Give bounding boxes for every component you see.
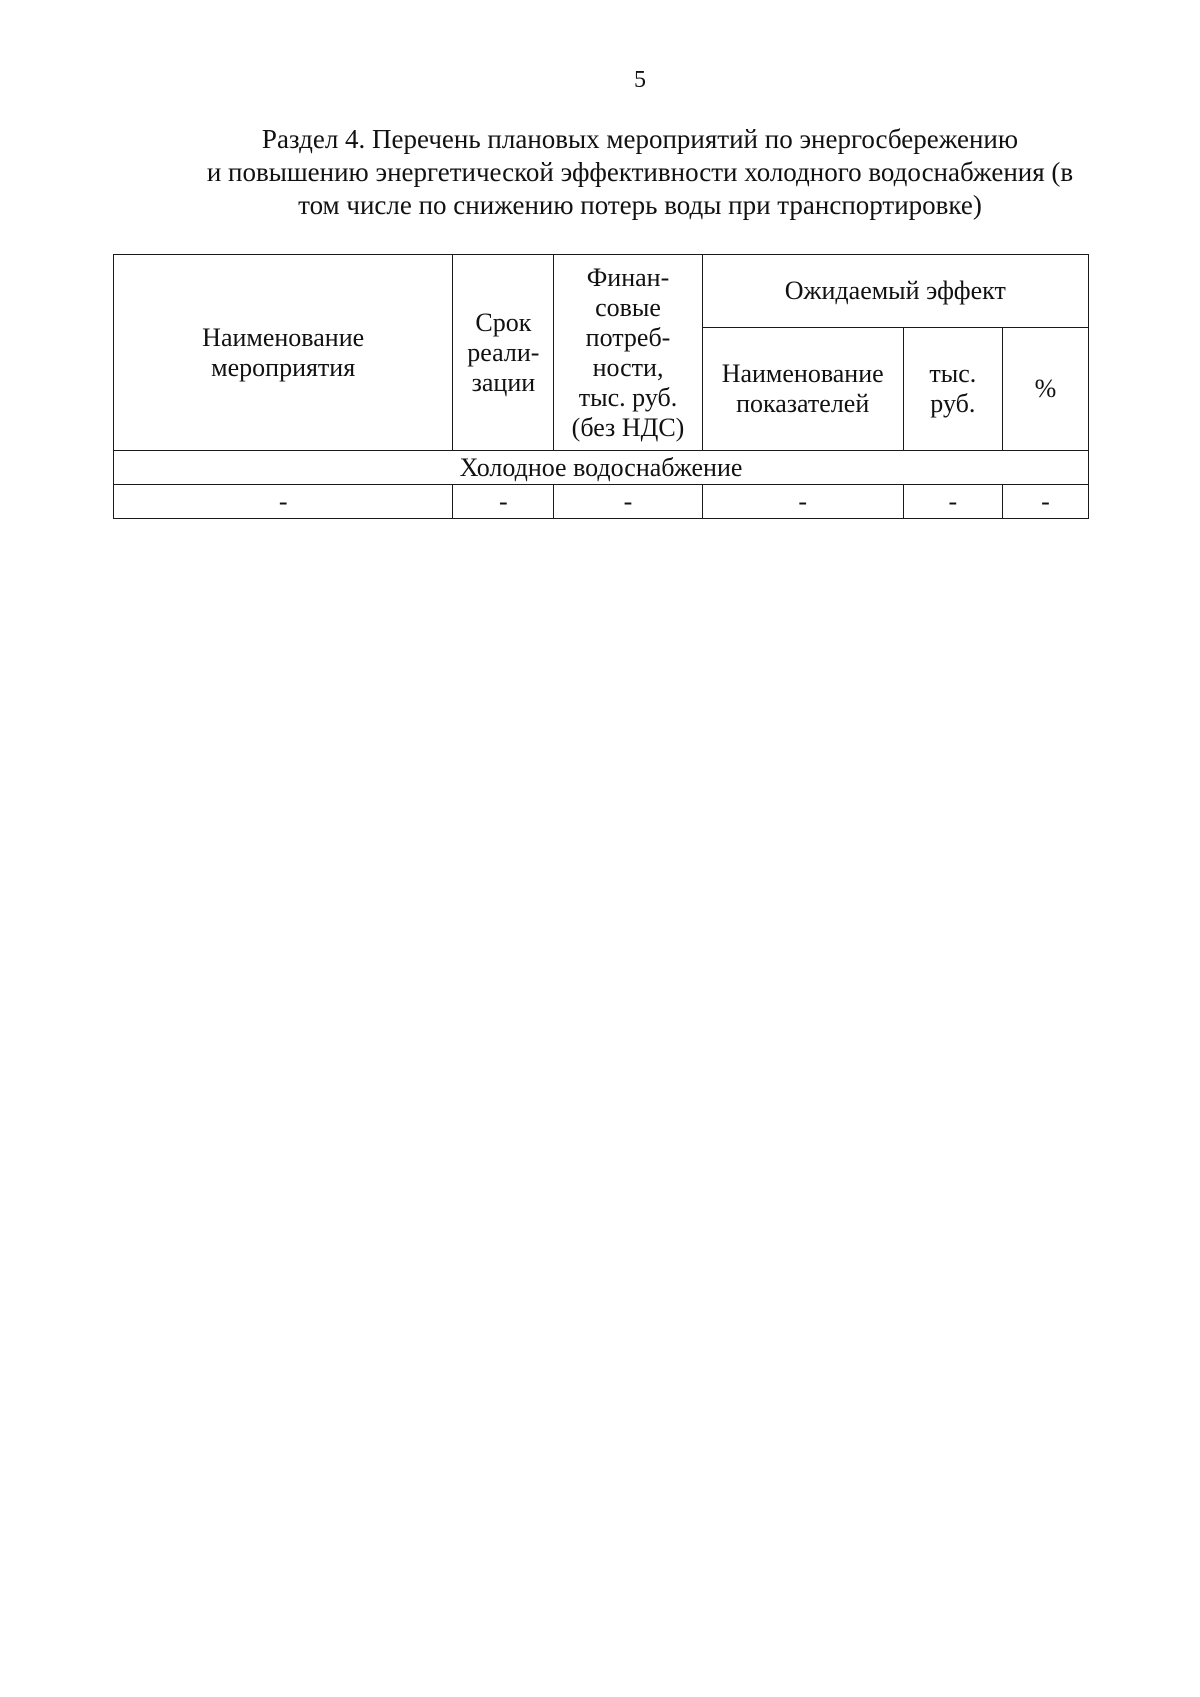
- page-number: 5: [634, 67, 646, 93]
- header-thousand-rub: тыс. руб.: [903, 328, 1002, 451]
- table-cell: -: [903, 485, 1002, 519]
- table-section-row: [114, 451, 1089, 485]
- section-label-cold-water: Холодное водоснабжение: [114, 451, 1089, 485]
- section-heading: [150, 123, 1130, 222]
- table-cell: -: [554, 485, 702, 519]
- header-term: Срок реали- зации: [453, 255, 554, 451]
- table-header-row: [114, 255, 1089, 328]
- measures-table: [113, 254, 1089, 519]
- table-row: [114, 485, 1089, 519]
- table-cell: -: [1002, 485, 1088, 519]
- heading-line: и повышению энергетической эффективности холодного водоснабжения (в: [206, 157, 1074, 187]
- table-cell: -: [114, 485, 453, 519]
- heading-line: Раздел 4. Перечень плановых мероприятий по энергосбережению: [261, 124, 1019, 154]
- header-indicator-names: Наименование показателей: [702, 328, 903, 451]
- heading-line: том числе по снижению потерь воды при транспортировке): [298, 190, 982, 220]
- header-measure-name: Наименование мероприятия: [114, 255, 453, 451]
- header-percent: %: [1002, 328, 1088, 451]
- header-financial-needs: Финан- совые потреб- ности, тыс. руб. (без НДС): [554, 255, 702, 451]
- header-expected-effect: Ожидаемый эффект: [702, 255, 1088, 328]
- table-cell: -: [702, 485, 903, 519]
- table-cell: -: [453, 485, 554, 519]
